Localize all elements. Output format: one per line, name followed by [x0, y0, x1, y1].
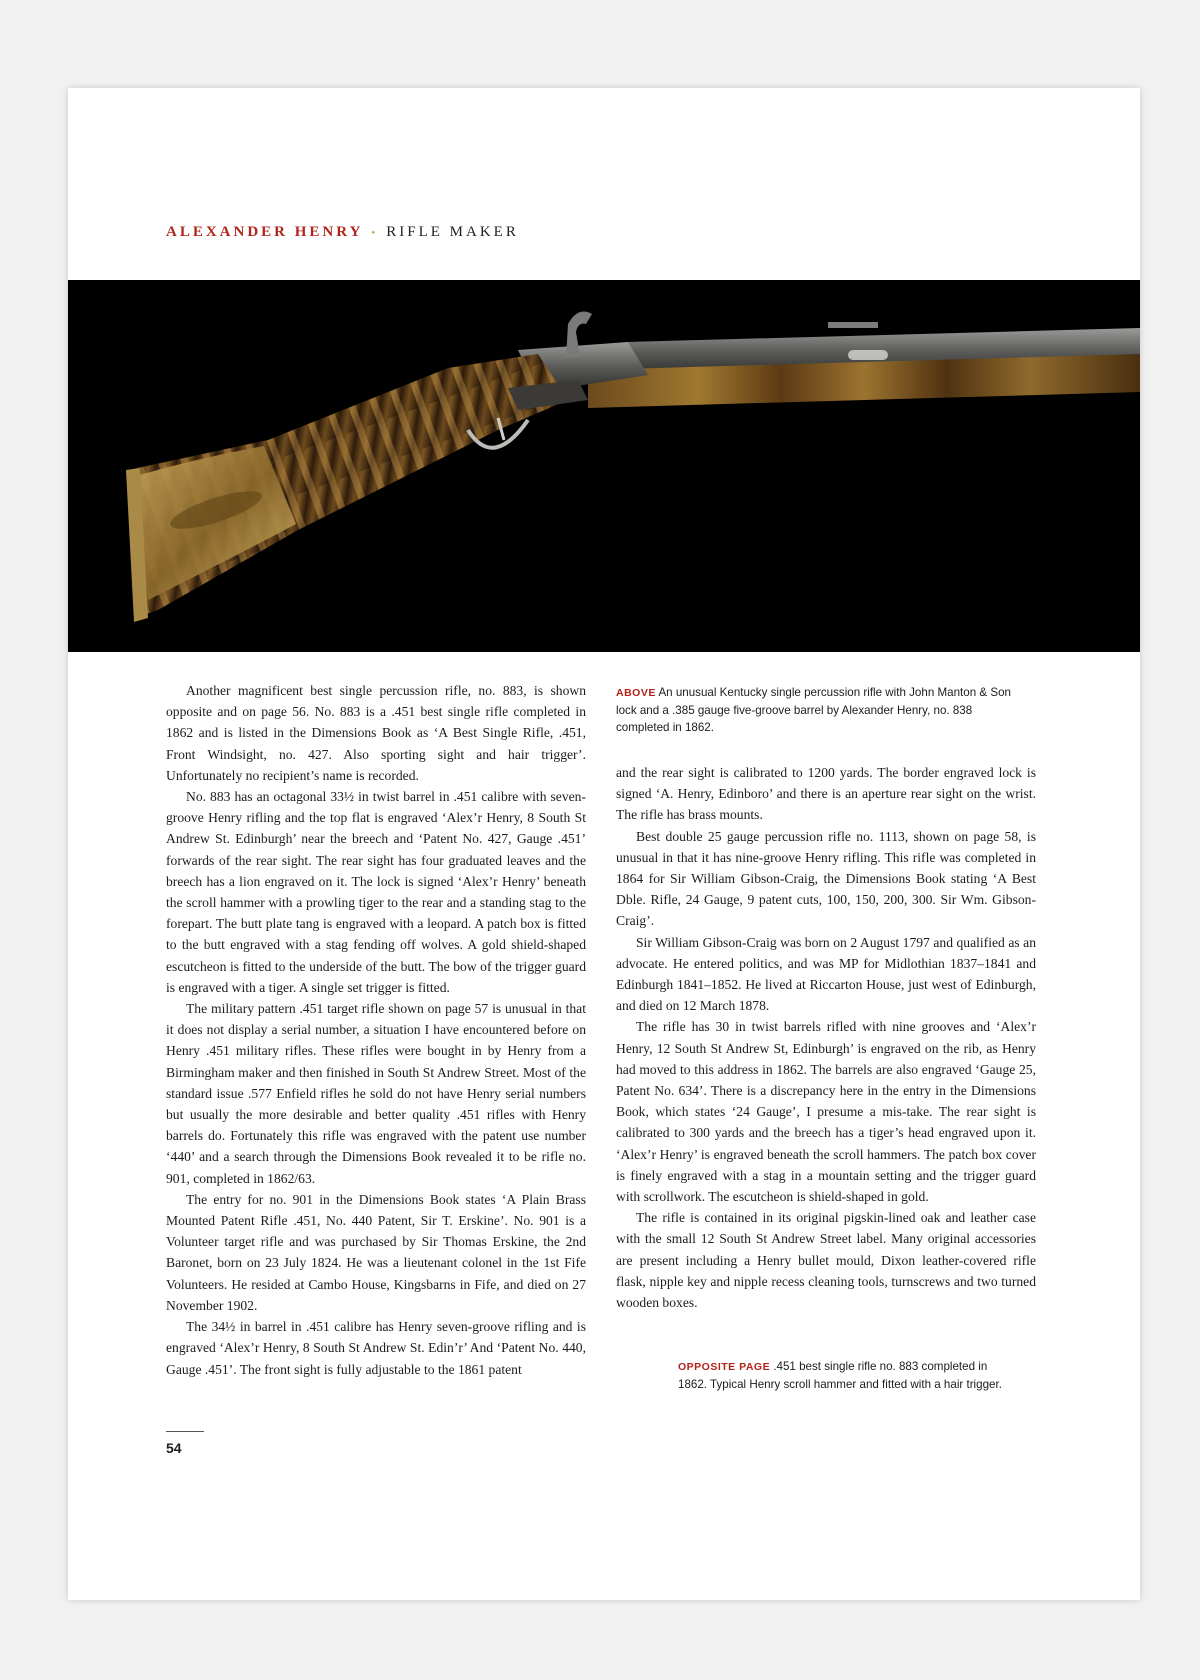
- rifle-photo: [68, 280, 1140, 652]
- body-paragraph: Best double 25 gauge percussion rifle no. 1113, shown on page 58, is unusual in that it has nine-groove Henry rifling. This rifle was completed in 1864 for Sir William Gibson-Craig, the Dimensions Book stating ‘A Best Dble. Rifle, 24 Gauge, 9 patent cuts, 100, 150, 200, 300. Sir Wm. Gibson-Craig’.: [616, 828, 1036, 929]
- right-column-body: [616, 762, 1036, 1313]
- left-column: [166, 680, 586, 1380]
- body-paragraph: No. 883 has an octagonal 33½ in twist barrel in .451 calibre with seven-groove Henry rifling and the top flat is engraved ‘Alex’r Henry, 8 South St Andrew St. Edinburgh’ near the breech and ‘Patent No. 427, Gauge .451’ forwards of the rear sight. The rear sight has four graduated leaves and the breech has a lion engraved on it. The lock is signed ‘Alex’r Henry’ beneath the scroll hammer with a prowling tiger to the rear and a standing stag to the forepart. The butt plate tang is engraved with a leopard. A patch box is fitted to the butt engraved with a stag fending off wolves. A gold shield-shaped escutcheon is fitted to the underside of the butt. The bow of the trigger guard is engraved with a tiger. A single set trigger is fitted.: [166, 789, 586, 995]
- body-paragraph: The rifle has 30 in twist barrels rifled with nine grooves and ‘Alex’r Henry, 12 South St Andrew St, Edinburgh’ is engraved on the rib, as Henry had moved to this address in 1862. The barrels are also engraved ‘Gauge 25, Patent No. 634’. There is a discrepancy here in the entry in the Dimensions Book, which states ‘24 Gauge’, I presume a mis-take. The rear sight is calibrated to 300 yards and the breech has a tiger’s head engraved upon it. ‘Alex’r Henry’ is engraved beneath the scroll hammers. The patch box cover is finely engraved with a stag in a mountain setting and the trigger guard with scrollwork. The escutcheon is shield-shaped in gold.: [616, 1019, 1036, 1205]
- rifle-illustration: [68, 280, 1140, 652]
- book-page: [68, 88, 1140, 1600]
- caption-above-label: ABOVE: [616, 687, 656, 699]
- body-paragraph: The 34½ in barrel in .451 calibre has Henry seven-groove rifling and is engraved ‘Alex’r Henry, 8 South St Andrew St. Edin’r’ And ‘Patent No. 440, Gauge .451’. The front sight is fully adjustable to the 1861 patent: [166, 1319, 586, 1377]
- body-paragraph: The entry for no. 901 in the Dimensions Book states ‘A Plain Brass Mounted Patent Rifle .451, No. 440 Patent, Sir T. Erskine’. No. 901 is a Volunteer target rifle and was purchased by Sir Thomas Erskine, the 2nd Baronet, born on 23 July 1824. He was a lieutenant colonel in the 1st Fife Volunteers. He resided at Cambo House, Kingsbarns in Fife, and died on 27 November 1902.: [166, 1191, 586, 1313]
- body-paragraph: The rifle is contained in its original pigskin-lined oak and leather case with the small 12 South St Andrew Street label. Many original accessories are present including a Henry bullet mould, Dixon leather-covered rifle flask, nipple key and nipple recess cleaning tools, turnscrews and two turned wooden boxes.: [616, 1210, 1036, 1311]
- body-paragraph: Another magnificent best single percussion rifle, no. 883, is shown opposite and on page 56. No. 883 is a .451 best single rifle completed in 1862 and is listed in the Dimensions Book as ‘A Best Single Rifle, .451, Front Windsight, no. 427. Also sporting sight and hair trigger’. Unfortunately no recipient’s name is recorded.: [166, 683, 586, 783]
- body-paragraph-continuation: and the rear sight is calibrated to 1200 yards. The border engraved lock is signed ‘A. Henry, Edinboro’ and there is an aperture rear sight on the wrist. The rifle has brass mounts.: [616, 765, 1036, 823]
- folio-rule: [166, 1431, 204, 1432]
- body-paragraph: The military pattern .451 target rifle shown on page 57 is unusual in that it does not display a serial number, a situation I have encountered before on Henry .451 military rifles. These rifles were bought in by Henry from a Birmingham maker and then finished in South St Andrew Street. Most of the standard issue .577 Enfield rifles he sold do not have Henry serial numbers but usually the more desirable and better quality .451 rifles with Henry barrels do. Fortunately this rifle was engraved with the patent use number ‘440’ and a search through the Dimensions Book revealed it to be rifle no. 901, completed in 1862/63.: [166, 1001, 586, 1186]
- caption-above-text: An unusual Kentucky single percussion rifle with John Manton & Son lock and a .385 gauge five-groove barrel by Alexander Henry, no. 838 completed in 1862.: [616, 686, 1011, 734]
- running-head-bullet: •: [371, 227, 379, 239]
- caption-above: [616, 684, 1016, 736]
- page-number: 54: [166, 1440, 182, 1456]
- right-column: [616, 684, 1036, 1313]
- running-head: [166, 224, 519, 241]
- running-head-section: RIFLE MAKER: [386, 224, 519, 240]
- body-paragraph: Sir William Gibson-Craig was born on 2 August 1797 and qualified as an advocate. He entered politics, and was MP for Midlothian 1837–1841 and Edinburgh 1841–1852. He lived at Riccarton House, just west of Edinburgh, and died on 12 March 1878.: [616, 934, 1036, 1014]
- caption-opposite-text: .451 best single rifle no. 883 completed in 1862. Typical Henry scroll hammer and fitted with a hair trigger.: [678, 1360, 1002, 1391]
- caption-opposite-page: [678, 1358, 1018, 1393]
- running-head-author: ALEXANDER HENRY: [166, 224, 364, 240]
- caption-opposite-label: OPPOSITE PAGE: [678, 1361, 771, 1373]
